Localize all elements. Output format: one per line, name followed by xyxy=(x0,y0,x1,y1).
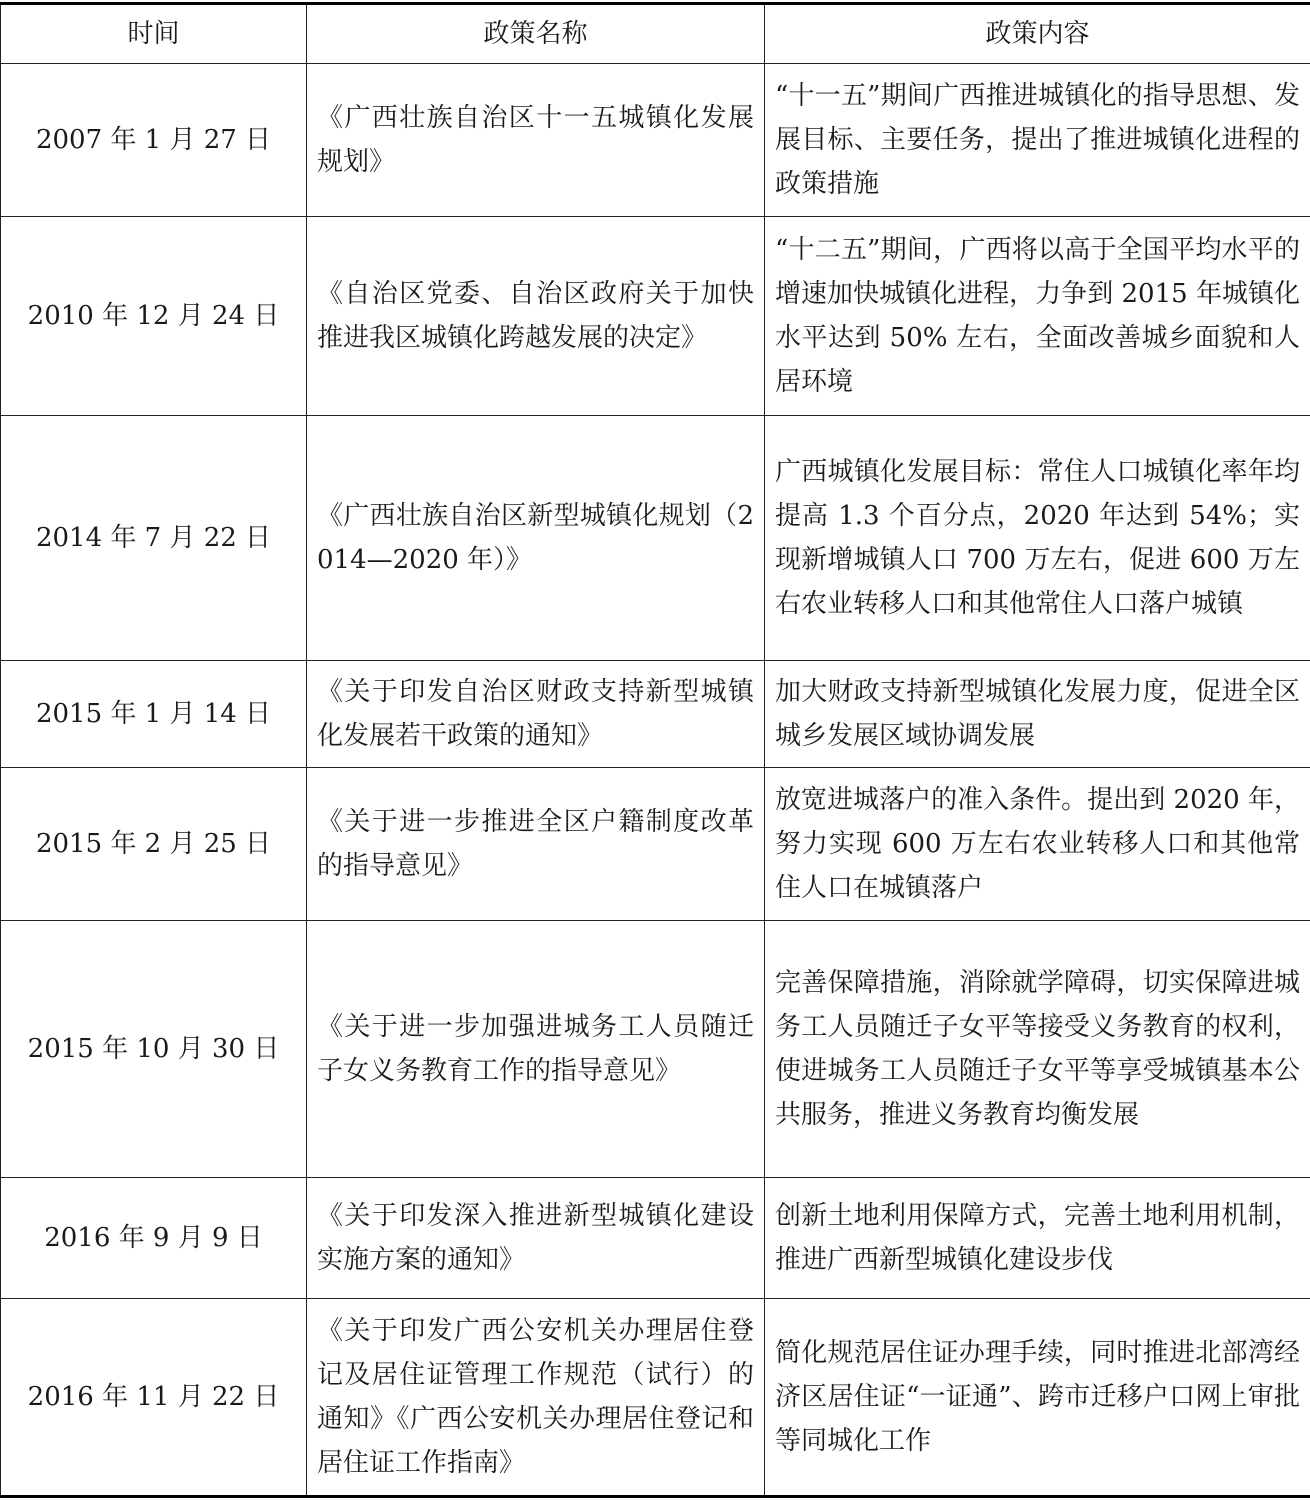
policy-name-cell: 《关于印发深入推进新型城镇化建设实施方案的通知》 xyxy=(307,1178,765,1299)
header-row xyxy=(1,4,1310,64)
time-cell: 2016 年 11 月 22 日 xyxy=(1,1299,307,1497)
table-row xyxy=(1,416,1310,661)
time-cell: 2015 年 1 月 14 日 xyxy=(1,661,307,768)
policy-content-cell: 完善保障措施，消除就学障碍，切实保障进城务工人员随迁子女平等接受义务教育的权利，使进城务工人员随迁子女平等享受城镇基本公共服务，推进义务教育均衡发展 xyxy=(765,921,1310,1178)
policy-content-cell: 广西城镇化发展目标：常住人口城镇化率年均提高 1.3 个百分点，2020 年达到 54%；实现新增城镇人口 700 万左右，促进 600 万左右农业转移人口和其他常住人口落户城镇 xyxy=(765,416,1310,661)
table-row xyxy=(1,1299,1310,1497)
header-policy-name: 政策名称 xyxy=(307,4,765,64)
table-row xyxy=(1,217,1310,416)
policy-content-cell: “十一五”期间广西推进城镇化的指导思想、发展目标、主要任务，提出了推进城镇化进程的政策措施 xyxy=(765,64,1310,217)
policy-table xyxy=(0,2,1310,1498)
table-row xyxy=(1,64,1310,217)
policy-name-cell: 《自治区党委、自治区政府关于加快推进我区城镇化跨越发展的决定》 xyxy=(307,217,765,416)
policy-content-cell: 创新土地利用保障方式，完善土地利用机制，推进广西新型城镇化建设步伐 xyxy=(765,1178,1310,1299)
time-cell: 2015 年 10 月 30 日 xyxy=(1,921,307,1178)
policy-name-cell: 《关于印发自治区财政支持新型城镇化发展若干政策的通知》 xyxy=(307,661,765,768)
table-row xyxy=(1,921,1310,1178)
policy-name-cell: 《广西壮族自治区新型城镇化规划（2014—2020 年）》 xyxy=(307,416,765,661)
time-cell: 2014 年 7 月 22 日 xyxy=(1,416,307,661)
header-policy-content: 政策内容 xyxy=(765,4,1310,64)
table-row xyxy=(1,661,1310,768)
policy-content-cell: 加大财政支持新型城镇化发展力度，促进全区城乡发展区域协调发展 xyxy=(765,661,1310,768)
time-cell: 2015 年 2 月 25 日 xyxy=(1,768,307,921)
time-cell: 2007 年 1 月 27 日 xyxy=(1,64,307,217)
policy-name-cell: 《广西壮族自治区十一五城镇化发展规划》 xyxy=(307,64,765,217)
time-cell: 2010 年 12 月 24 日 xyxy=(1,217,307,416)
policy-content-cell: “十二五”期间，广西将以高于全国平均水平的增速加快城镇化进程，力争到 2015 年城镇化水平达到 50% 左右，全面改善城乡面貌和人居环境 xyxy=(765,217,1310,416)
policy-name-cell: 《关于印发广西公安机关办理居住登记及居住证管理工作规范（试行）的通知》《广西公安机关办理居住登记和居住证工作指南》 xyxy=(307,1299,765,1497)
header-time: 时间 xyxy=(1,4,307,64)
policy-name-cell: 《关于进一步推进全区户籍制度改革的指导意见》 xyxy=(307,768,765,921)
time-cell: 2016 年 9 月 9 日 xyxy=(1,1178,307,1299)
policy-name-cell: 《关于进一步加强进城务工人员随迁子女义务教育工作的指导意见》 xyxy=(307,921,765,1178)
policy-content-cell: 放宽进城落户的准入条件。提出到 2020 年，努力实现 600 万左右农业转移人口和其他常住人口在城镇落户 xyxy=(765,768,1310,921)
policy-content-cell: 简化规范居住证办理手续，同时推进北部湾经济区居住证“一证通”、跨市迁移户口网上审批等同城化工作 xyxy=(765,1299,1310,1497)
table-row xyxy=(1,768,1310,921)
table-row xyxy=(1,1178,1310,1299)
